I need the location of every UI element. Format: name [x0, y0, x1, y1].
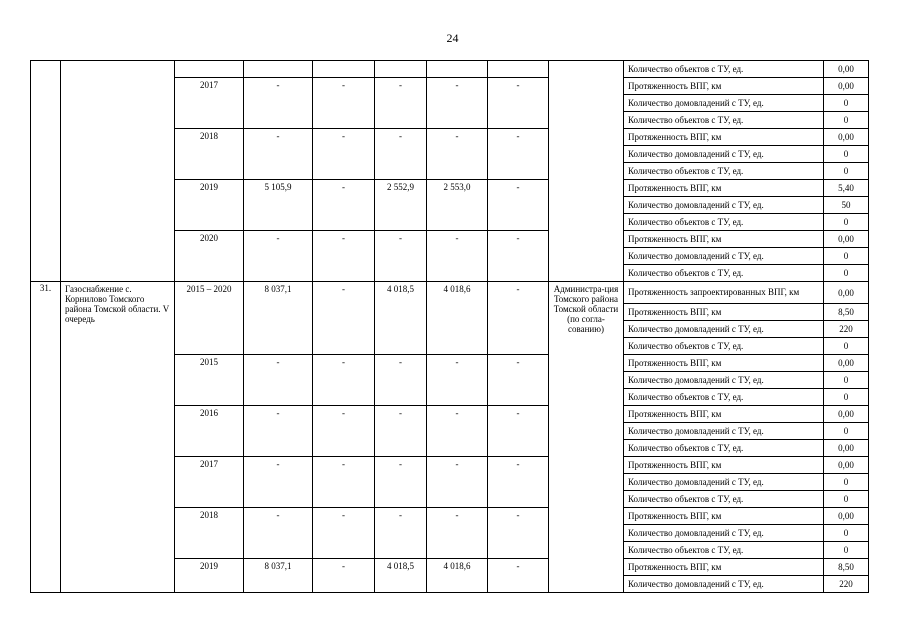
fin-cell: -: [488, 457, 549, 508]
fin-cell-empty: [244, 61, 313, 78]
indicator-value: 0: [824, 423, 869, 440]
indicator-value: 0: [824, 214, 869, 231]
fin-cell-empty: [313, 61, 375, 78]
year-cell: 2019: [175, 180, 244, 231]
indicator-label: Количество домовладений с ТУ, ед.: [624, 248, 824, 265]
fin-cell: -: [488, 129, 549, 180]
fin-cell: 5 105,9: [244, 180, 313, 231]
year-cell: 2019: [175, 559, 244, 593]
fin-cell: -: [488, 406, 549, 457]
indicator-value: 0: [824, 491, 869, 508]
fin-cell: -: [488, 508, 549, 559]
fin-cell: -: [375, 508, 427, 559]
fin-cell: -: [427, 231, 488, 282]
indicator-value: 220: [824, 321, 869, 338]
indicator-value: 0,00: [824, 231, 869, 248]
year-cell: 2017: [175, 457, 244, 508]
indicator-label: Протяженность ВПГ, км: [624, 78, 824, 95]
year-cell: 2017: [175, 78, 244, 129]
indicator-label: Протяженность запроектированных ВПГ, км: [624, 282, 824, 304]
fin-cell: -: [244, 231, 313, 282]
indicator-value: 0: [824, 338, 869, 355]
year-cell: 2018: [175, 129, 244, 180]
fin-cell: 8 037,1: [244, 282, 313, 355]
indicator-label: Количество объектов с ТУ, ед.: [624, 112, 824, 129]
year-cell: 2015: [175, 355, 244, 406]
indicator-value: 0: [824, 389, 869, 406]
fin-cell: -: [488, 355, 549, 406]
fin-cell: 4 018,5: [375, 282, 427, 355]
fin-cell: -: [427, 78, 488, 129]
indicator-value: 0,00: [824, 355, 869, 372]
object-cell-prev: [61, 61, 175, 282]
indicator-value: 0: [824, 542, 869, 559]
year-cell: 2015 – 2020: [175, 282, 244, 355]
indicator-value: 0: [824, 248, 869, 265]
fin-cell: -: [244, 508, 313, 559]
fin-cell: -: [488, 180, 549, 231]
fin-cell: -: [375, 129, 427, 180]
indicator-value: 0: [824, 163, 869, 180]
indicator-value: 5,40: [824, 180, 869, 197]
indicator-label: Количество домовладений с ТУ, ед.: [624, 197, 824, 214]
indicator-label: Протяженность ВПГ, км: [624, 129, 824, 146]
fin-cell: -: [313, 129, 375, 180]
indicator-value: 0,00: [824, 78, 869, 95]
fin-cell: -: [427, 508, 488, 559]
fin-cell: -: [488, 78, 549, 129]
fin-cell: -: [488, 282, 549, 355]
year-cell: 2016: [175, 406, 244, 457]
indicator-label: Количество домовладений с ТУ, ед.: [624, 321, 824, 338]
indicator-label: Количество домовладений с ТУ, ед.: [624, 372, 824, 389]
fin-cell: -: [427, 406, 488, 457]
page-number: 24: [446, 31, 459, 45]
indicator-value: 0,00: [824, 129, 869, 146]
indicator-value: 8,50: [824, 304, 869, 321]
indicator-label: Количество домовладений с ТУ, ед.: [624, 95, 824, 112]
fin-cell: -: [313, 180, 375, 231]
indicator-value: 0: [824, 265, 869, 282]
indicator-value: 0: [824, 474, 869, 491]
indicator-label: Протяженность ВПГ, км: [624, 559, 824, 576]
indicator-label: Количество домовладений с ТУ, ед.: [624, 474, 824, 491]
indicator-label: Количество домовладений с ТУ, ед.: [624, 576, 824, 593]
indicator-label: Количество объектов с ТУ, ед.: [624, 440, 824, 457]
fin-cell-empty: [175, 61, 244, 78]
indicator-value: 0: [824, 95, 869, 112]
fin-cell: -: [427, 129, 488, 180]
admin-cell-prev: [549, 61, 624, 282]
fin-cell-empty: [488, 61, 549, 78]
num-cell-prev: [31, 61, 61, 282]
fin-cell: -: [375, 457, 427, 508]
fin-cell: -: [313, 508, 375, 559]
fin-cell: -: [313, 559, 375, 593]
indicator-label: Количество объектов с ТУ, ед.: [624, 542, 824, 559]
fin-cell: -: [313, 78, 375, 129]
fin-cell: -: [375, 78, 427, 129]
fin-cell-empty: [375, 61, 427, 78]
indicator-value: 0,00: [824, 282, 869, 304]
fin-cell: 4 018,5: [375, 559, 427, 593]
fin-cell: -: [375, 355, 427, 406]
indicator-label: Количество объектов с ТУ, ед.: [624, 61, 824, 78]
fin-cell: -: [244, 457, 313, 508]
fin-cell: -: [244, 78, 313, 129]
indicator-label: Количество домовладений с ТУ, ед.: [624, 525, 824, 542]
item-number: 31.: [31, 282, 61, 593]
fin-cell: -: [244, 129, 313, 180]
fin-cell: 2 552,9: [375, 180, 427, 231]
indicator-label: Количество объектов с ТУ, ед.: [624, 163, 824, 180]
fin-cell: -: [313, 231, 375, 282]
fin-cell: -: [427, 457, 488, 508]
indicator-label: Количество объектов с ТУ, ед.: [624, 338, 824, 355]
indicator-label: Количество объектов с ТУ, ед.: [624, 389, 824, 406]
program-table: [30, 60, 869, 593]
indicator-value: 0,00: [824, 61, 869, 78]
fin-cell: 4 018,6: [427, 282, 488, 355]
fin-cell: -: [313, 282, 375, 355]
indicator-value: 0,00: [824, 440, 869, 457]
fin-cell: 2 553,0: [427, 180, 488, 231]
fin-cell: -: [313, 457, 375, 508]
indicator-label: Количество домовладений с ТУ, ед.: [624, 423, 824, 440]
indicator-label: Протяженность ВПГ, км: [624, 180, 824, 197]
indicator-value: 0: [824, 525, 869, 542]
indicator-label: Протяженность ВПГ, км: [624, 304, 824, 321]
indicator-value: 0,00: [824, 457, 869, 474]
indicator-label: Количество домовладений с ТУ, ед.: [624, 146, 824, 163]
indicator-label: Количество объектов с ТУ, ед.: [624, 491, 824, 508]
indicator-value: 0: [824, 372, 869, 389]
fin-cell: -: [427, 355, 488, 406]
fin-cell: -: [244, 406, 313, 457]
indicator-label: Количество объектов с ТУ, ед.: [624, 214, 824, 231]
indicator-value: 0: [824, 112, 869, 129]
indicator-label: Протяженность ВПГ, км: [624, 508, 824, 525]
year-cell: 2020: [175, 231, 244, 282]
indicator-label: Протяженность ВПГ, км: [624, 231, 824, 248]
fin-cell: -: [488, 559, 549, 593]
indicator-label: Протяженность ВПГ, км: [624, 355, 824, 372]
fin-cell-empty: [427, 61, 488, 78]
indicator-value: 50: [824, 197, 869, 214]
executor-cell: Администра-ция Томского района Томской области (по согла-сованию): [549, 282, 624, 593]
table-row: [31, 282, 869, 304]
indicator-value: 8,50: [824, 559, 869, 576]
indicator-label: Протяженность ВПГ, км: [624, 457, 824, 474]
fin-cell: -: [488, 231, 549, 282]
fin-cell: -: [313, 355, 375, 406]
fin-cell: -: [313, 406, 375, 457]
indicator-label: Количество объектов с ТУ, ед.: [624, 265, 824, 282]
object-title: Газоснабжение с. Корнилово Томского района Томской области. V очередь: [61, 282, 175, 593]
fin-cell: 8 037,1: [244, 559, 313, 593]
table-row: [31, 61, 869, 78]
fin-cell: -: [375, 231, 427, 282]
year-cell: 2018: [175, 508, 244, 559]
indicator-value: 220: [824, 576, 869, 593]
fin-cell: 4 018,6: [427, 559, 488, 593]
fin-cell: -: [375, 406, 427, 457]
indicator-value: 0,00: [824, 406, 869, 423]
indicator-label: Протяженность ВПГ, км: [624, 406, 824, 423]
indicator-value: 0,00: [824, 508, 869, 525]
indicator-value: 0: [824, 146, 869, 163]
fin-cell: -: [244, 355, 313, 406]
